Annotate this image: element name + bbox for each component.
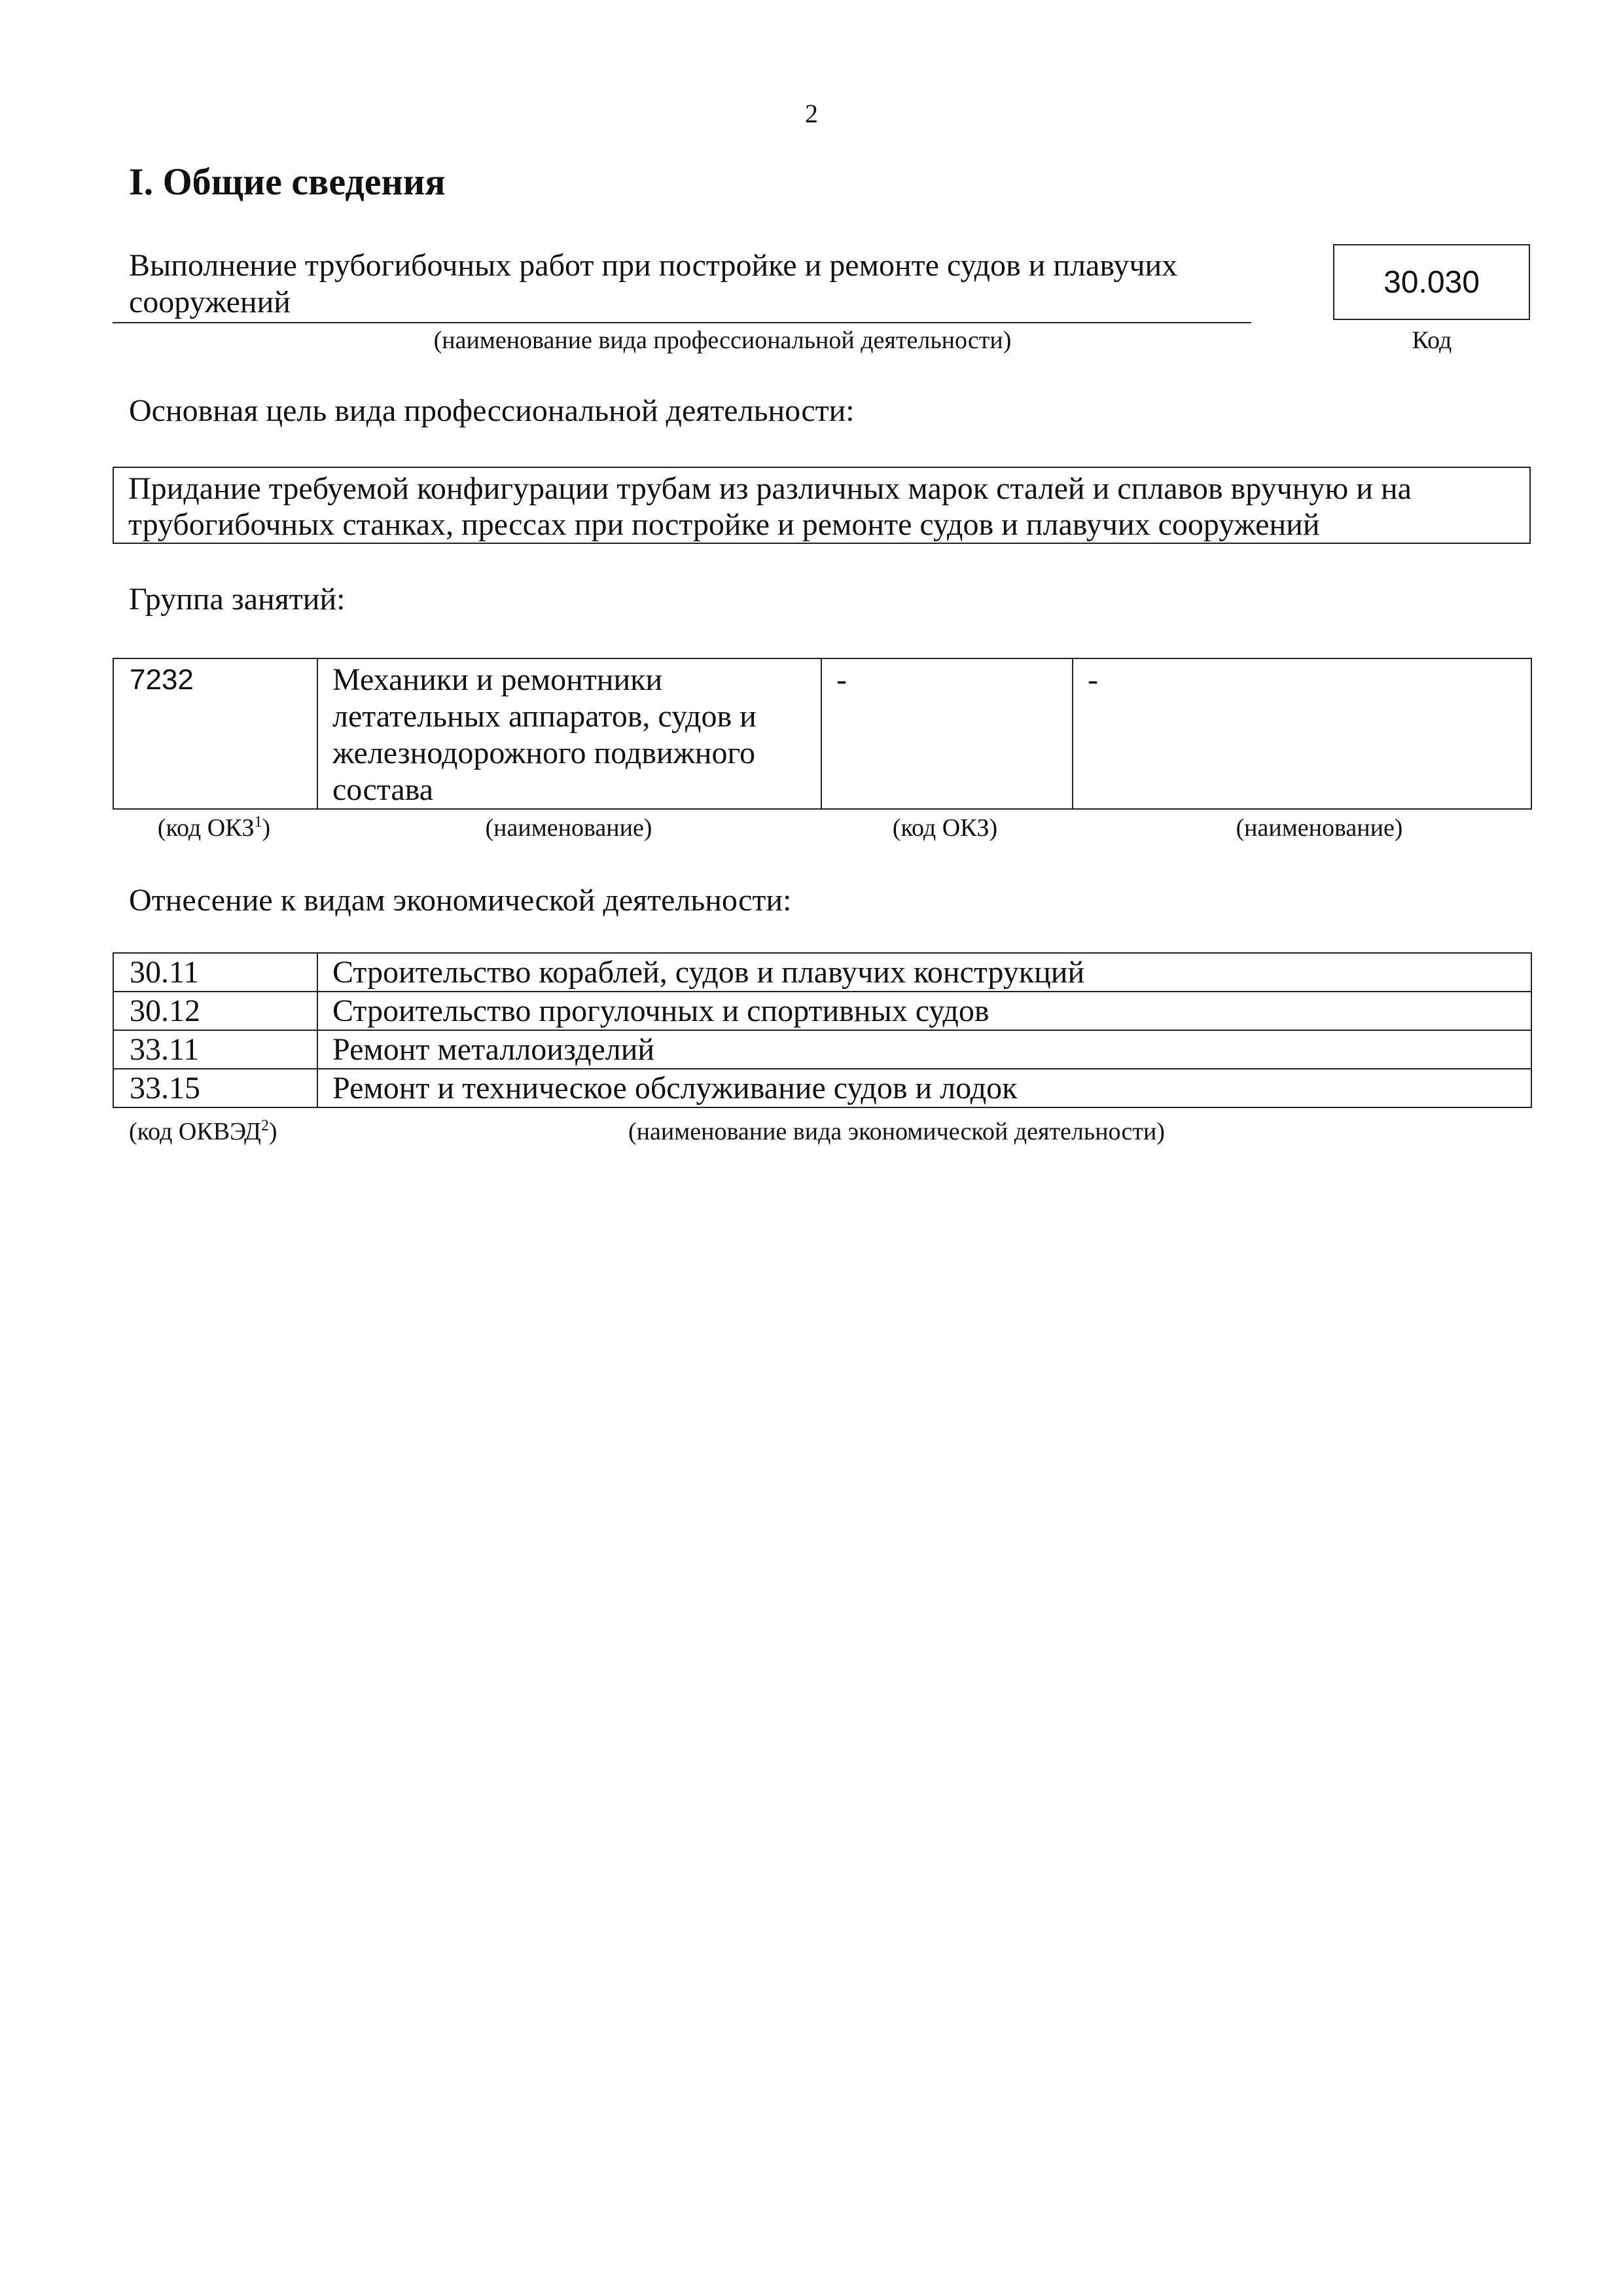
footnote-2-mark: 2 [260,1117,269,1134]
occupation-group-table [113,658,1532,810]
okz-name-cell-2: - [1073,658,1531,809]
okz-code-cell-2: - [821,658,1073,809]
table-row [113,1069,1531,1107]
okz-name-caption: (наименование) [485,814,652,842]
page-number: 2 [805,99,818,128]
okved-name-cell: Ремонт и техническое обслуживание судов и лодок [317,1069,1531,1107]
okz-code-caption-text: (код ОКЗ [157,814,255,842]
okz-code-caption-end: ) [262,814,271,842]
okved-name-cell: Строительство кораблей, судов и плавучих конструкций [317,953,1531,992]
okz-name-cell: Механики и ремонтники летательных аппаратов, судов и железнодорожного подвижного состава [317,658,821,809]
activity-code-box [1333,244,1530,320]
section-title: I. Общие сведения [129,160,446,203]
okved-name-cell: Ремонт металлоизделий [317,1030,1531,1069]
okved-code-caption-text: (код ОКВЭД [129,1118,261,1145]
activity-underline [113,322,1251,323]
economic-activities-table [113,952,1532,1108]
okved-code-cell: 30.12 [113,992,317,1030]
occupation-group-label: Группа занятий: [129,582,346,617]
activity-name-caption: (наименование вида профессиональной деятельности) [433,327,1012,354]
activity-code: 30.030 [1383,264,1480,300]
goal-text: Придание требуемой конфигурации трубам из различных марок сталей и сплавов вручную и на трубогибочных станках, прессах при постройке и ремонте судов и плавучих сооружений [128,471,1412,542]
okved-name-caption: (наименование вида экономической деятельности) [628,1118,1165,1145]
table-row [113,1030,1531,1069]
table-row [113,953,1531,992]
okved-code-cell: 33.11 [113,1030,317,1069]
okved-code-cell: 33.15 [113,1069,317,1107]
activity-code-caption: Код [1412,327,1452,354]
okved-code-cell: 30.11 [113,953,317,992]
goal-box [113,467,1531,544]
okz-code-caption [158,814,270,842]
okved-code-caption-end: ) [268,1118,277,1145]
okz-name-caption-2: (наименование) [1236,814,1403,842]
footnote-1-mark: 1 [254,814,262,831]
okved-code-caption [129,1117,277,1146]
table-row [113,658,1531,809]
okz-code-caption-2: (код ОКЗ) [892,814,998,842]
goal-label: Основная цель вида профессиональной деятельности: [129,393,855,428]
table-row [113,992,1531,1030]
activity-name: Выполнение трубогибочных работ при постройке и ремонте судов и плавучих сооружений [129,248,1178,319]
okz-code-cell: 7232 [113,658,317,809]
okved-name-cell: Строительство прогулочных и спортивных судов [317,992,1531,1030]
economic-activities-label: Отнесение к видам экономической деятельности: [129,883,792,918]
